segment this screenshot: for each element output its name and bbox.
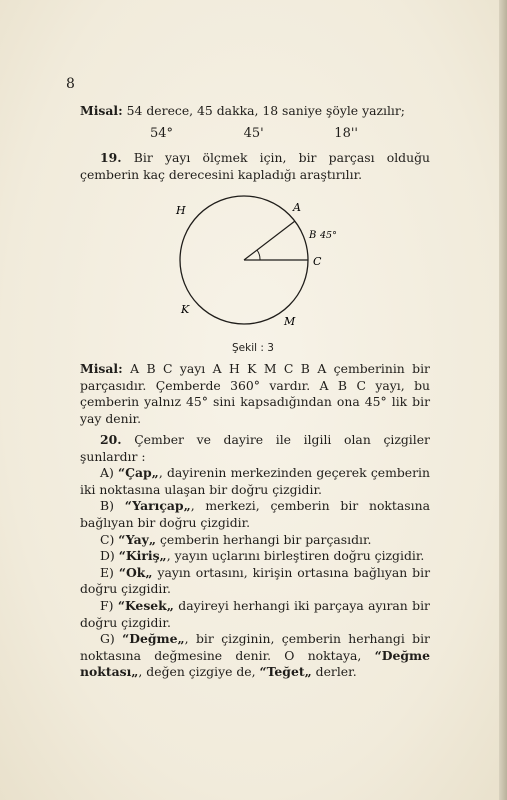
paragraph-20 — [80, 432, 430, 681]
definition-item-c — [80, 532, 430, 549]
item-term: “Kesek„ — [117, 597, 174, 613]
definition-item-g — [80, 631, 430, 681]
example-label: Misal: — [80, 103, 123, 118]
paragraph-number: 19. — [100, 150, 122, 165]
circle-figure — [160, 192, 350, 356]
item-text: çemberin herhangi bir parçasıdır. — [156, 531, 372, 547]
item-letter: C) — [100, 531, 115, 547]
figure-caption: Şekil : 3 — [232, 342, 274, 354]
example-text: 54 derece, 45 dakka, 18 saniye şöyle yazılır; — [126, 103, 405, 118]
degree-value: 54° — [150, 126, 174, 141]
item-text: yayın ortasını, kirişin ortasına bağlıyan bir doğru çizgidir. — [80, 564, 430, 597]
item-term: “Yay„ — [118, 531, 156, 547]
item-text: , dayirenin merkezinden geçerek çemberin iki noktasına ulaşan bir doğru çizgidir. — [80, 465, 430, 497]
definition-item-d — [80, 548, 430, 565]
item-term: “Değme„ — [122, 631, 185, 647]
label-a: A — [293, 201, 301, 214]
example-arc — [80, 361, 430, 427]
item-term-tangent-point: “Değme noktası„ — [80, 647, 430, 680]
example-label: Misal: — [80, 361, 123, 376]
page-spine-shadow — [499, 0, 507, 800]
paragraph-text: Bir yayı ölçmek için, bir parçası olduğu çemberin kaç derecesini kapladığı araştırılır. — [80, 150, 430, 182]
paragraph-text: Çember ve dayire ile ilgili olan çizgiler şunlardır : — [80, 432, 430, 464]
item-letter: A) — [100, 465, 114, 481]
label-k: K — [181, 303, 190, 316]
definition-item-a — [80, 465, 430, 498]
item-term: “Kiriş„ — [118, 548, 167, 564]
label-b: B — [309, 230, 317, 241]
angle-arc — [257, 250, 260, 260]
item-text: , yayın uçlarını birleştiren doğru çizgidir. — [166, 548, 425, 564]
item-letter: E) — [100, 564, 114, 580]
label-h: H — [176, 204, 186, 217]
item-text: , değen çizgiye de, — [138, 664, 260, 680]
item-term-tangent: “Teğet„ — [259, 664, 312, 680]
definition-item-f — [80, 598, 430, 631]
definition-item-b — [80, 498, 430, 531]
item-letter: G) — [100, 631, 115, 647]
label-m: M — [284, 315, 296, 328]
item-term: “Yarıçap„ — [124, 498, 191, 514]
radius-to-a — [244, 221, 295, 260]
paragraph-19 — [80, 150, 430, 183]
item-letter: F) — [100, 597, 114, 613]
example-degrees — [80, 103, 430, 120]
paragraph-intro — [80, 432, 430, 465]
item-text: dayireyi herhangi iki parçaya ayıran bir doğru çizgidir. — [80, 597, 430, 630]
item-text: derler. — [311, 664, 357, 680]
paragraph-number: 20. — [100, 432, 122, 447]
label-angle: 45° — [320, 230, 337, 241]
item-text: , bir çizginin, çemberin herhangi bir noktasına değmesine denir. O noktaya, — [80, 631, 430, 663]
degree-notation-row — [150, 126, 358, 141]
item-letter: D) — [100, 548, 115, 564]
second-value: 18'' — [334, 126, 358, 141]
example-text: A B C yayı A H K M C B A çemberinin bir parçasıdır. Çemberde 360° vardır. A B C yayı, bu çemberin yalnız 45° sini kapsadığından ona 45° lik bir yay denir. — [80, 361, 430, 426]
label-c: C — [313, 255, 322, 268]
item-term: “Ok„ — [118, 564, 153, 580]
definition-item-e — [80, 565, 430, 598]
item-text: , merkezi, çemberin bir noktasına bağlıyan bir doğru çizgidir. — [80, 498, 430, 530]
item-term: “Çap„ — [118, 465, 159, 481]
minute-value: 45' — [243, 126, 264, 141]
page-number: 8 — [66, 76, 75, 92]
item-letter: B) — [100, 498, 114, 514]
